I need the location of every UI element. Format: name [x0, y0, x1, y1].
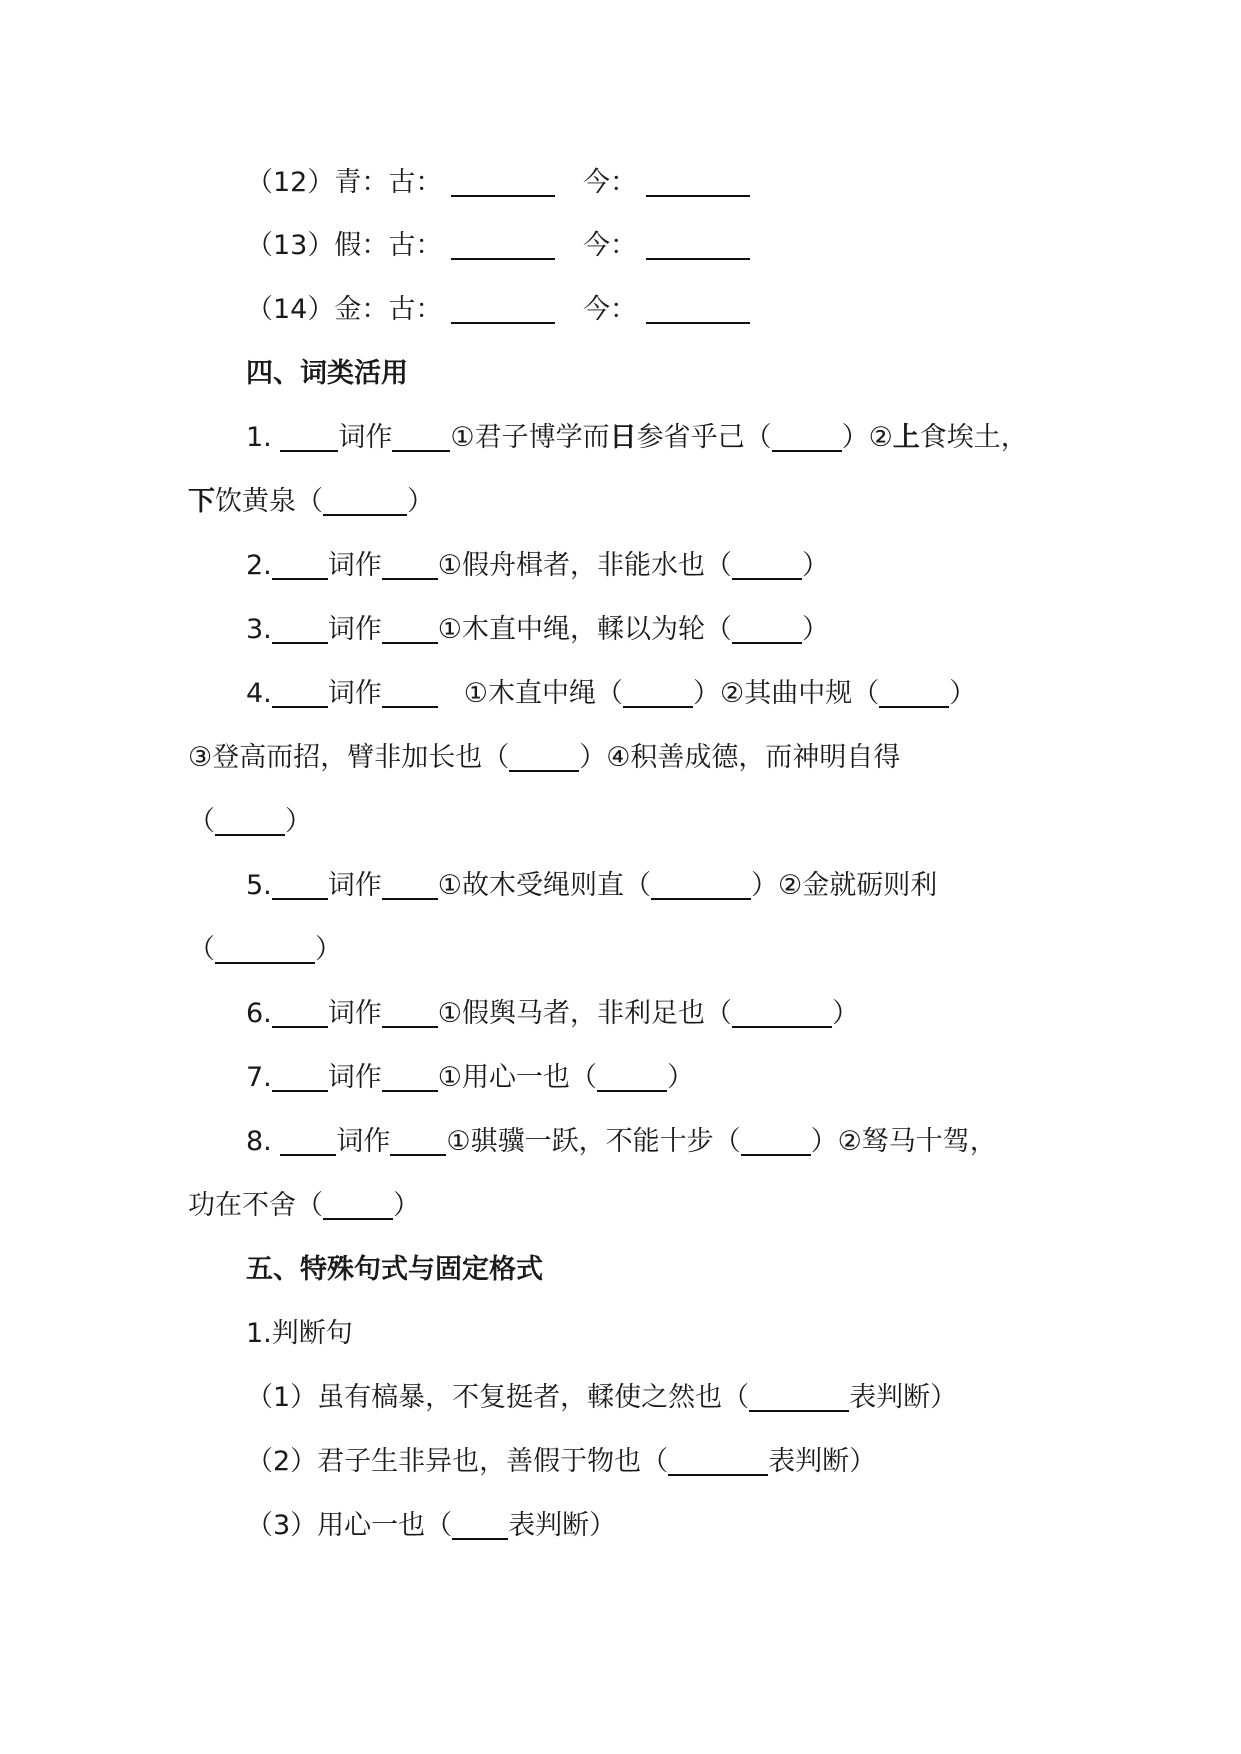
blank[interactable]	[382, 870, 438, 900]
blank[interactable]	[732, 614, 802, 644]
jin-blank[interactable]	[646, 294, 750, 324]
blank[interactable]	[382, 614, 438, 644]
gu-blank[interactable]	[451, 167, 555, 197]
section-5-title: 五、特殊句式与固定格式	[246, 1254, 543, 1285]
blank[interactable]	[623, 678, 693, 708]
section-4-title: 四、词类活用	[246, 358, 408, 389]
s1: （1）虽有槁暴，不复挺者，輮使之然也（ 表判断）	[246, 1382, 958, 1413]
jin-blank[interactable]	[646, 230, 750, 260]
blank[interactable]	[215, 806, 285, 836]
q5-line1: 5. 词作 ①故木受绳则直（ ）②金就砺则利	[246, 870, 938, 901]
blank[interactable]	[272, 550, 328, 580]
blank[interactable]	[741, 1126, 811, 1156]
blank[interactable]	[280, 1126, 336, 1156]
gujin-row-12: （12）青：古： 今：	[246, 163, 750, 203]
blank[interactable]	[272, 678, 328, 708]
gujin-row-13: （13）假：古： 今：	[246, 226, 750, 266]
blank[interactable]	[732, 998, 832, 1028]
q5-line2: （ ）	[188, 934, 342, 965]
blank[interactable]	[272, 870, 328, 900]
blank[interactable]	[215, 934, 315, 964]
blank[interactable]	[390, 1126, 446, 1156]
q7: 7. 词作 ①用心一也（ ）	[246, 1062, 694, 1093]
s3: （3）用心一也（ 表判断）	[246, 1510, 617, 1541]
q6: 6. 词作 ①假舆马者，非利足也（ ）	[246, 998, 859, 1029]
blank[interactable]	[382, 550, 438, 580]
blank[interactable]	[732, 550, 802, 580]
jin-blank[interactable]	[646, 167, 750, 197]
blank[interactable]	[668, 1446, 768, 1476]
sub-1-judgment: 1.判断句	[246, 1318, 353, 1349]
q2: 2. 词作 ①假舟楫者，非能水也（ ）	[246, 550, 829, 581]
blank[interactable]	[509, 742, 579, 772]
q4-line2: ③登高而招，臂非加长也（ ）④积善成德，而神明自得	[188, 742, 901, 773]
blank[interactable]	[382, 1062, 438, 1092]
blank[interactable]	[323, 1190, 393, 1220]
q4-line1: 4. 词作 ①木直中绳（ ）②其曲中规（ ）	[246, 678, 977, 709]
q8-line1: 8. 词作 ①骐骥一跃，不能十步（ ）②驽马十驾，	[246, 1126, 997, 1157]
s2: （2）君子生非异也，善假于物也（ 表判断）	[246, 1446, 877, 1477]
blank[interactable]	[323, 486, 407, 516]
gujin-row-14: （14）金：古： 今：	[246, 290, 750, 330]
gu-blank[interactable]	[451, 230, 555, 260]
blank[interactable]	[272, 614, 328, 644]
blank[interactable]	[272, 998, 328, 1028]
blank[interactable]	[382, 678, 438, 708]
blank[interactable]	[382, 998, 438, 1028]
q1-line2: 下饮黄泉（ ）	[188, 486, 434, 517]
gu-blank[interactable]	[451, 294, 555, 324]
blank[interactable]	[772, 422, 842, 452]
q4-line3: （ ）	[188, 806, 312, 837]
q3: 3. 词作 ①木直中绳，輮以为轮（ ）	[246, 614, 829, 645]
blank[interactable]	[879, 678, 949, 708]
blank[interactable]	[272, 1062, 328, 1092]
blank[interactable]	[749, 1382, 849, 1412]
blank[interactable]	[597, 1062, 667, 1092]
blank[interactable]	[452, 1510, 508, 1540]
blank[interactable]	[280, 422, 338, 452]
blank[interactable]	[651, 870, 751, 900]
q8-line2: 功在不舍（ ）	[188, 1190, 420, 1221]
q1-line1: 1. 词作 ①君子博学而日参省乎己（ ）②上食埃土，	[246, 422, 1028, 453]
blank[interactable]	[392, 422, 450, 452]
